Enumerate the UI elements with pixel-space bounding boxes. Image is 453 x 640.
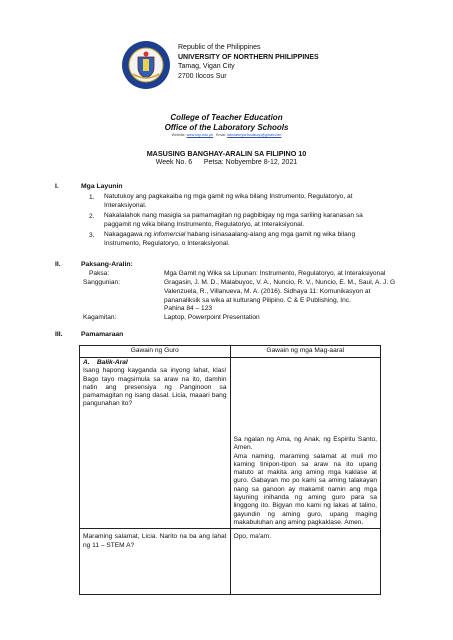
sanggunian-line-3: pananaliksik sa wika at kulturang Pilipino. C & E Publishing, Inc.	[164, 296, 351, 304]
province-line: 2700 Ilocos Sur	[178, 72, 227, 80]
sanggunian-line-1: Gragasin, J. M. D., Malabuyoc, V. A., Nuncio, R. V., Nuncio, E. M., Saul, A. J. G	[164, 279, 396, 286]
objective-2-number: 2.	[89, 213, 95, 220]
table-row	[80, 529, 381, 595]
section-1-number: I.	[55, 183, 59, 190]
guro-text-2: Maraming salamat, Licia. Narito na ba ang lahat ng 11 – STEM A?	[83, 533, 227, 549]
section-2-title: Paksang-Aralin:	[81, 261, 133, 268]
sanggunian-line-4: Pahina 84 – 123	[164, 305, 213, 313]
table-header-row	[80, 346, 381, 358]
column-header-magaaral: Gawain ng mga Mag-aaral	[230, 346, 381, 358]
column-header-guro: Gawain ng Guro	[80, 346, 231, 358]
institution-header	[178, 43, 319, 81]
paksa-value: Mga Gamit ng Wika sa Lipunan: Instrumento, Regulatoryo, at Interaksiyonal	[164, 270, 386, 277]
website-link[interactable]: www.unp.edu.ph	[186, 133, 214, 137]
objective-2-line-2: paggamit ng wika bilang Instrumento, Regulatoryo, at Interaksiyonal.	[104, 220, 305, 228]
table-row	[80, 358, 381, 529]
sanggunian-label: Sanggunian:	[83, 279, 121, 286]
objective-3-number: 3.	[89, 232, 95, 239]
week-date-line: Week No. 6 Petsa: Nobyembre 8-12, 2021	[155, 159, 298, 166]
section-2-number: II.	[55, 261, 61, 268]
university-name: UNIVERSITY OF NORTHERN PHILIPPINES	[178, 53, 319, 61]
objective-1-line-1: Natutukoy ang pagkakaiba ng mga gamit ng wika bilang Instrumento, Regulatoryo, at	[104, 193, 353, 200]
magaaral-cell-1	[230, 358, 381, 529]
paksa-label: Paksa:	[89, 270, 110, 277]
subsection-title: Balik-Aral	[96, 359, 128, 366]
sanggunian-value	[164, 279, 395, 314]
college-name: College of Teacher Education	[170, 113, 283, 122]
magaaral-text-2: Ama naming, maraming salamat at muli mo kaming tinipon-tipon sa araw na ito upang matuto at makita ang aming mga kaklase at guro. Gabayan mo po kami sa aming talakayan nang sa ganoon ay makamit namin ang mga layuning inihanda ng aming guro para sa linggong ito. Bigyan mo kami ng lakas at talino, gayundin ng aming guro, upang maging makabuluhan ang aming pagkaklase. Amen.	[233, 452, 377, 526]
objective-3-line-1: Nakagagawa ng infomercial habang isinasaalang-alang ang mga gamit ng wika bilang	[104, 231, 356, 238]
email-label: Email:	[216, 133, 227, 137]
magaaral-text-1: Sa ngalan ng Ama, ng Anak, ng Espiritu Santo, Amen.	[233, 436, 377, 452]
objective-3-line-2: Instrumento, Regulatoryo, o Interaksiyonal.	[104, 239, 230, 247]
university-seal-icon	[121, 40, 171, 90]
objective-2-line-1: Nakalalahok nang masigla sa pamamagitan ng pagbibigay ng mga sariling karanasan sa	[104, 212, 363, 219]
section-3-number: III.	[55, 331, 63, 338]
sanggunian-line-2: Valenzuela, R., Villanueva, M. A. (2016). Sidhaya 11: Komunikasyon at	[164, 287, 371, 295]
guro-cell-1	[80, 358, 231, 529]
section-1-title: Mga Layunin	[81, 183, 123, 190]
city-line: Tamag, Vigan City	[178, 63, 235, 70]
objective-1-number: 1.	[89, 194, 95, 201]
magaaral-cell-2	[230, 529, 381, 595]
guro-text-1: Isang hapong kayganda sa inyong lahat, klas! Bago tayo magsimula sa araw na ito, damhin natin ang presensiya ng Panginoon sa pamamagitan ng isang dasal. Licia, maaari bang pangunahan ito?	[83, 367, 227, 408]
guro-cell-2	[80, 529, 231, 595]
objective-2-text	[104, 212, 363, 230]
section-3-title: Pamamaraan	[81, 331, 124, 338]
kagamitan-value: Laptop, Powerpoint Presentation	[164, 314, 260, 321]
website-label: Website:	[171, 133, 186, 137]
subsection-heading	[83, 359, 227, 367]
objective-3-text	[104, 231, 355, 249]
email-link[interactable]: laboratoryschoolsunp@gmail.com	[227, 133, 282, 137]
objective-1-line-2: Interaksiyonal.	[104, 201, 147, 209]
magaaral-text-3: Opo, ma'am.	[233, 533, 272, 541]
subsection-letter: A.	[83, 359, 90, 366]
office-name: Office of the Laboratory Schools	[164, 123, 289, 132]
kagamitan-label: Kagamitan:	[83, 314, 117, 321]
republic-line: Republic of the Philippines	[178, 44, 261, 51]
document-title: MASUSING BANGHAY-ARALIN SA FILIPINO 10	[146, 149, 307, 158]
objective-1-text	[104, 193, 353, 211]
procedure-table	[79, 345, 381, 595]
contact-line	[0, 133, 453, 137]
